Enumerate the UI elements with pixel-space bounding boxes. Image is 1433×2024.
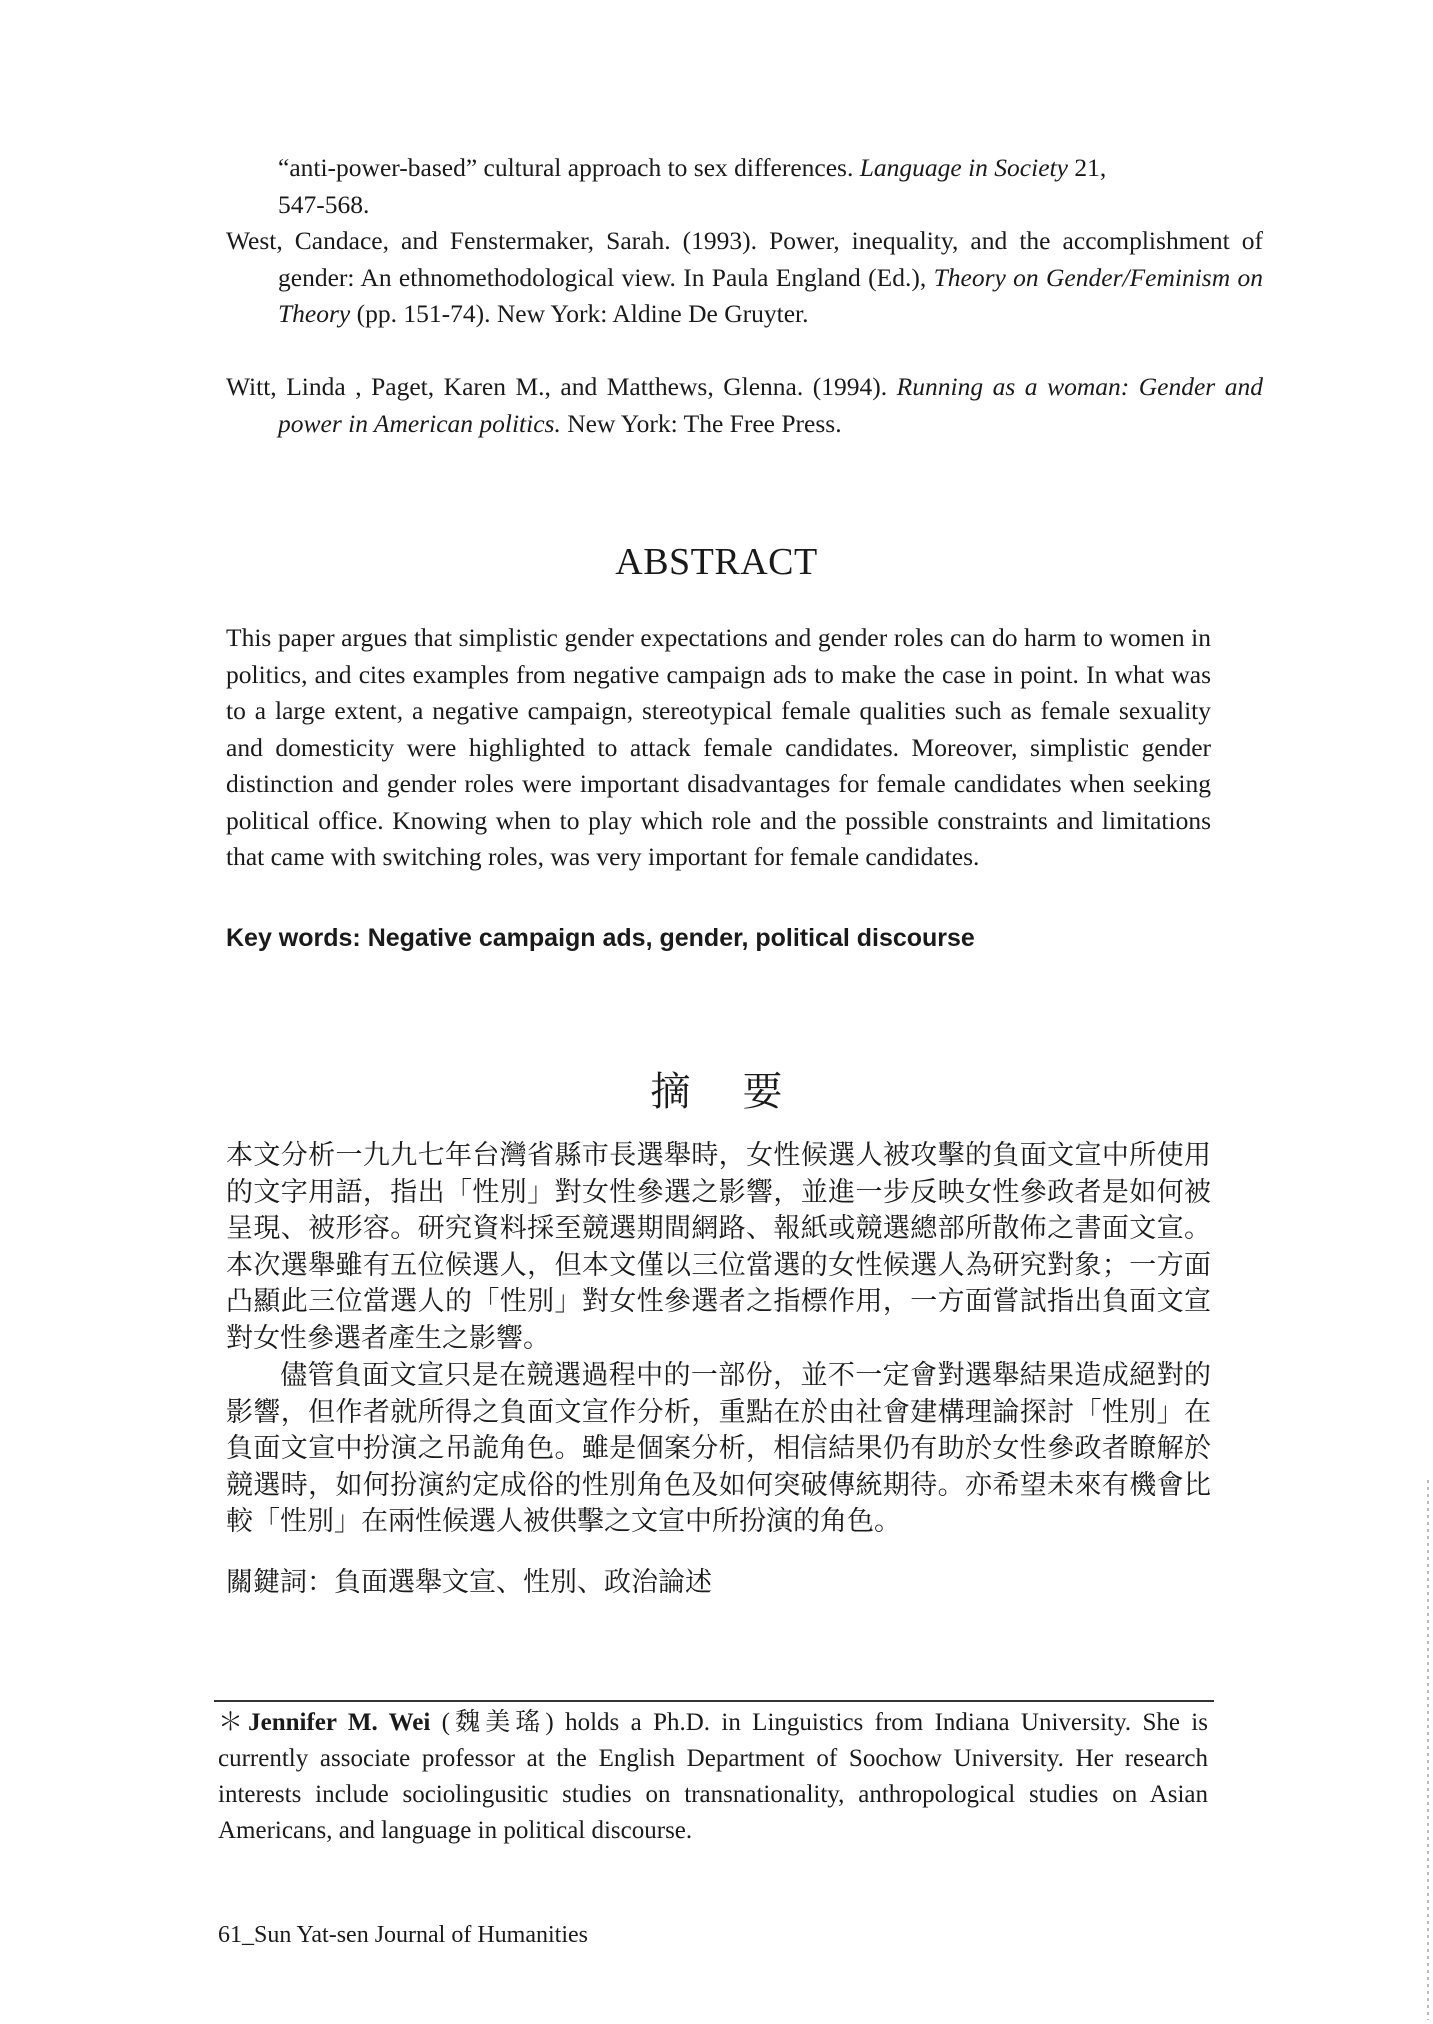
footnote-author: Jennifer M. Wei [248, 1709, 431, 1736]
reference-text: 21, [1067, 153, 1107, 182]
chinese-keywords: 關鍵詞：負面選舉文宣、性別、政治論述 [226, 1567, 712, 1598]
reference-title: Running as a woman: Gender and power in American politics. [278, 372, 1264, 438]
footnote-divider [214, 1700, 1214, 1702]
scan-edge-artifact [1427, 1480, 1429, 2020]
reference-text: “anti-power-based” cultural approach to sex differences. [278, 153, 860, 182]
reference-text: Witt, Linda , Paget, Karen M., and Matthews, Glenna. (1994). [226, 372, 897, 401]
reference-text: (pp. 151-74). New York: Aldine De Gruyter. [350, 299, 809, 328]
reference-witt [226, 369, 1263, 442]
abstract-heading: ABSTRACT [615, 541, 818, 583]
page-footer: 61_Sun Yat-sen Journal of Humanities [218, 1922, 588, 1948]
abstract-body: This paper argues that simplistic gender expectations and gender roles can do harm to women in politics, and cites examples from negative campaign ads to make the case in point. In what was to a large extent, a negative campaign, stereotypical female qualities such as female sexuality and domesticity were highlighted to attack female candidates. Moreover, simplistic gender distinction and gender roles were important disadvantages for female candidates when seeking political office. Knowing when to play which role and the possible constraints and limitations that came with switching roles, was very important for female candidates. [226, 623, 1211, 871]
reference-west [226, 223, 1263, 333]
reference-continuation [226, 150, 1263, 223]
reference-journal: Language in Society [859, 153, 1068, 182]
chinese-abstract-paragraph-1: 本文分析一九九七年台灣省縣市長選舉時，女性候選人被攻擊的負面文宣中所使用的文字用語，指出「性別」對女性參選之影響，並進一步反映女性參政者是如何被呈現、被形容。研究資料採至競選期間網路、報紙或競選總部所散佈之書面文宣。本次選舉雖有五位候選人，但本文僅以三位當選的女性候選人為研究對象；一方面凸顯此三位當選人的「性別」對女性參選者之指標作用，一方面嘗試指出負面文宣對女性參選者產生之影響。 [226, 1140, 1211, 1354]
reference-text: New York: The Free Press. [560, 408, 842, 438]
footnote-text: (魏美瑤) holds a Ph.D. in Linguistics from Indiana University. She is currently associate professor at the English Department of Soochow University. Her research interests include sociolingusitic studies on transnationality, anthropological studies on Asian Americans, and language in political discourse. [218, 1709, 1208, 1844]
author-footnote [218, 1705, 1208, 1849]
reference-title: Theory on Gender/Feminism on Theory [278, 262, 1263, 328]
reference-pages: 547-568. [278, 189, 370, 219]
english-keywords: Key words: Negative campaign ads, gender, political discourse [226, 924, 975, 952]
chinese-abstract-heading: 摘要 [650, 1069, 835, 1115]
footnote-marker: ＊ [218, 1709, 249, 1736]
chinese-abstract-paragraph-2: 儘管負面文宣只是在競選過程中的一部份，並不一定會對選舉結果造成絕對的影響，但作者就所得之負面文宣作分析，重點在於由社會建構理論探討「性別」在負面文宣中扮演之吊詭角色。雖是個案分析，相信結果仍有助於女性參政者瞭解於競選時，如何扮演約定成俗的性別角色及如何突破傳統期待。亦希望未來有機會比較「性別」在兩性候選人被供擊之文宣中所扮演的角色。 [226, 1360, 1211, 1537]
reference-text: West, Candace, and Fenstermaker, Sarah. (1993). Power, inequality, and the accomplishment of gender: An ethnomethodological view. In Paula England (Ed.), [226, 226, 1263, 292]
